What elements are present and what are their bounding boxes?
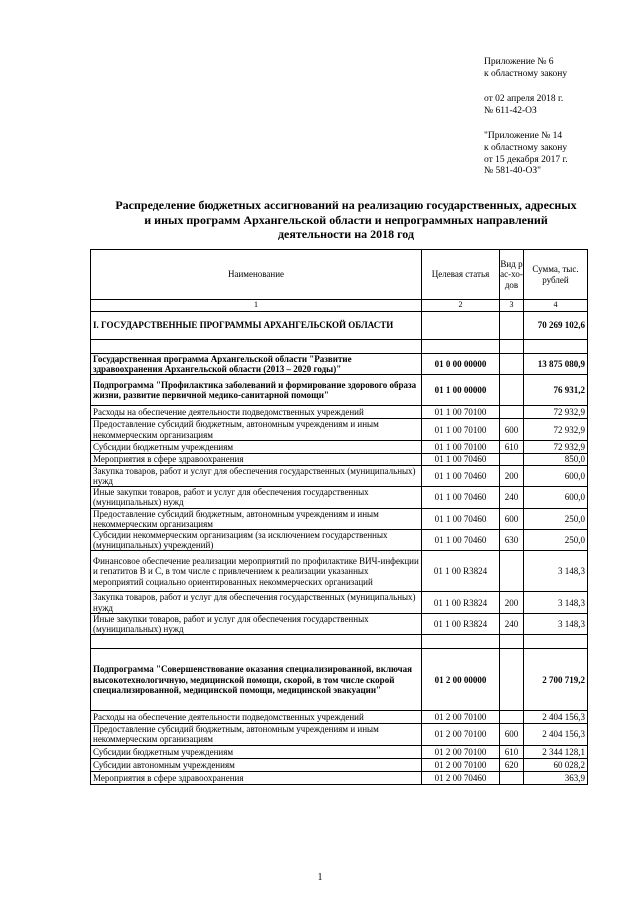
appendix-header <box>484 57 568 178</box>
row-sum: 76 931,2 <box>524 375 588 406</box>
table-row <box>91 406 588 419</box>
row-expense-kind: 620 <box>500 758 524 771</box>
col-number: 1 <box>91 300 422 312</box>
row-expense-kind <box>500 453 524 465</box>
row-name: Государственная программа Архангельской области "Развитие здравоохранения Архангельской области (2013 – 2020 годы)" <box>91 354 422 375</box>
row-expense-kind: 610 <box>500 440 524 453</box>
row-target-code: 01 2 00 70100 <box>422 724 500 745</box>
row-name: Закупка товаров, работ и услуг для обеспечения государственных (муниципальных) нужд <box>91 465 422 486</box>
header-line: к областному закону <box>484 68 568 79</box>
row-sum: 72 932,9 <box>524 419 588 440</box>
title-line: и иных программ Архангельской области и непрограммных направлений <box>144 212 548 227</box>
row-target-code: 01 1 00 70460 <box>422 508 500 529</box>
row-sum: 2 344 128,1 <box>524 745 588 758</box>
table-header-row <box>91 250 588 300</box>
table-row <box>91 487 588 508</box>
table-row <box>91 375 588 406</box>
row-expense-kind <box>500 312 524 340</box>
row-name: Иные закупки товаров, работ и услуг для обеспечения государственных (муниципальных) нужд <box>91 613 422 634</box>
row-sum: 72 932,9 <box>524 440 588 453</box>
row-expense-kind <box>500 375 524 406</box>
row-expense-kind <box>500 340 524 354</box>
row-target-code: 01 1 00 00000 <box>422 375 500 406</box>
row-expense-kind: 610 <box>500 745 524 758</box>
row-target-code: 01 1 00 R3824 <box>422 592 500 613</box>
row-expense-kind: 240 <box>500 487 524 508</box>
table-row <box>91 530 588 551</box>
column-number-row <box>91 300 588 312</box>
row-sum: 2 404 156,3 <box>524 724 588 745</box>
row-sum: 3 148,3 <box>524 551 588 592</box>
table-row <box>91 465 588 486</box>
row-target-code: 01 2 00 00000 <box>422 649 500 711</box>
row-name: Расходы на обеспечение деятельности подведомственных учреждений <box>91 711 422 724</box>
row-sum: 72 932,9 <box>524 406 588 419</box>
row-target-code: 01 0 00 00000 <box>422 354 500 375</box>
row-sum: 2 700 719,2 <box>524 649 588 711</box>
row-name: Расходы на обеспечение деятельности подведомственных учреждений <box>91 406 422 419</box>
row-name: Подпрограмма "Совершенствование оказания специализированной, включая высокотехнологичную, медицинской помощи, скорой, в том числе скорой специализированной, медицинской помощи, медицинской эвакуации" <box>91 649 422 711</box>
row-target-code: 01 1 00 70460 <box>422 487 500 508</box>
row-name: Закупка товаров, работ и услуг для обеспечения государственных (муниципальных) нужд <box>91 592 422 613</box>
table-row <box>91 453 588 465</box>
row-sum: 600,0 <box>524 465 588 486</box>
row-target-code <box>422 312 500 340</box>
title-line: деятельности на 2018 год <box>277 227 415 242</box>
row-expense-kind <box>500 711 524 724</box>
table-row <box>91 419 588 440</box>
table-row <box>91 551 588 592</box>
row-target-code: 01 1 00 70460 <box>422 530 500 551</box>
table-row <box>91 745 588 758</box>
header-line: от 15 декабря 2017 г. <box>484 154 568 165</box>
row-expense-kind: 600 <box>500 724 524 745</box>
row-expense-kind: 240 <box>500 613 524 634</box>
document-title <box>86 198 606 242</box>
header-line: Приложение № 6 <box>484 57 554 67</box>
row-sum: 70 269 102,6 <box>524 312 588 340</box>
table-row <box>91 649 588 711</box>
row-name: Мероприятия в сфере здравоохранения <box>91 771 422 784</box>
row-expense-kind: 200 <box>500 465 524 486</box>
row-name: Субсидии бюджетным учреждениям <box>91 440 422 453</box>
row-expense-kind: 600 <box>500 419 524 440</box>
header-line: "Приложение № 14 <box>484 131 563 142</box>
row-target-code: 01 2 00 70100 <box>422 758 500 771</box>
row-sum: 13 875 080,9 <box>524 354 588 375</box>
row-name: Мероприятия в сфере здравоохранения <box>91 453 422 465</box>
row-expense-kind: 600 <box>500 508 524 529</box>
table-row <box>91 635 588 649</box>
row-expense-kind: 630 <box>500 530 524 551</box>
table-row <box>91 758 588 771</box>
row-sum: 3 148,3 <box>524 592 588 613</box>
header-line: № 581-40-ОЗ" <box>484 166 542 177</box>
row-sum: 363,9 <box>524 771 588 784</box>
table-row <box>91 354 588 375</box>
row-sum: 850,0 <box>524 453 588 465</box>
row-sum: 250,0 <box>524 530 588 551</box>
page-number: 1 <box>317 872 323 883</box>
row-target-code <box>422 340 500 354</box>
table-row <box>91 440 588 453</box>
row-name <box>91 635 422 649</box>
row-sum <box>524 635 588 649</box>
row-expense-kind <box>500 635 524 649</box>
col-number: 2 <box>422 300 500 312</box>
row-expense-kind: 200 <box>500 592 524 613</box>
row-target-code: 01 1 00 70100 <box>422 406 500 419</box>
title-line: Распределение бюджетных ассигнований на реализацию государственных, адресных <box>115 198 577 212</box>
table-row <box>91 613 588 634</box>
row-sum: 60 028,2 <box>524 758 588 771</box>
table-row <box>91 312 588 340</box>
col-number: 4 <box>524 300 588 312</box>
row-name: Иные закупки товаров, работ и услуг для обеспечения государственных (муниципальных) нужд <box>91 487 422 508</box>
table-row <box>91 771 588 784</box>
row-target-code: 01 1 00 70460 <box>422 465 500 486</box>
table-row <box>91 592 588 613</box>
col-number: 3 <box>500 300 524 312</box>
row-sum: 2 404 156,3 <box>524 711 588 724</box>
row-name: Предоставление субсидий бюджетным, автономным учреждениям и иным некоммерческим организациям <box>91 724 422 745</box>
table-body <box>91 312 588 785</box>
table-row <box>91 508 588 529</box>
row-target-code <box>422 635 500 649</box>
row-expense-kind <box>500 649 524 711</box>
row-target-code: 01 1 00 R3824 <box>422 551 500 592</box>
row-name: Субсидии некоммерческим организациям (за исключением государственных (муниципальных) учреждений) <box>91 530 422 551</box>
row-name: I. ГОСУДАРСТВЕННЫЕ ПРОГРАММЫ АРХАНГЕЛЬСКОЙ ОБЛАСТИ <box>91 312 422 340</box>
row-target-code: 01 1 00 70100 <box>422 419 500 440</box>
row-name: Предоставление субсидий бюджетным, автономным учреждениям и иным некоммерческим организациям <box>91 508 422 529</box>
row-name: Субсидии автономным учреждениям <box>91 758 422 771</box>
col-header-name: Наименование <box>91 250 422 300</box>
header-line: № 611-42-ОЗ <box>484 105 537 116</box>
row-name <box>91 340 422 354</box>
row-target-code: 01 1 00 70460 <box>422 453 500 465</box>
col-header-kind: Вид рас-хо-дов <box>500 250 524 300</box>
row-expense-kind <box>500 406 524 419</box>
row-sum: 250,0 <box>524 508 588 529</box>
row-target-code: 01 1 00 R3824 <box>422 613 500 634</box>
header-line: к областному закону <box>484 142 568 153</box>
col-header-sum: Сумма, тыс. рублей <box>524 250 588 300</box>
row-name: Финансовое обеспечение реализации мероприятий по профилактике ВИЧ-инфекции и гепатитов B и C, в том числе с привлечением к реализации указанных мероприятий социально ориентированных некоммерческих организаций <box>91 551 422 592</box>
row-expense-kind <box>500 771 524 784</box>
row-expense-kind <box>500 354 524 375</box>
table-row <box>91 724 588 745</box>
table-row <box>91 711 588 724</box>
row-expense-kind <box>500 551 524 592</box>
row-name: Подпрограмма "Профилактика заболеваний и формирование здорового образа жизни, развитие первичной медико-санитарной помощи" <box>91 375 422 406</box>
budget-table <box>90 249 588 785</box>
col-header-code: Целевая статья <box>422 250 500 300</box>
row-name: Субсидии бюджетным учреждениям <box>91 745 422 758</box>
row-target-code: 01 2 00 70460 <box>422 771 500 784</box>
row-sum: 600,0 <box>524 487 588 508</box>
row-sum <box>524 340 588 354</box>
row-target-code: 01 2 00 70100 <box>422 745 500 758</box>
row-name: Предоставление субсидий бюджетным, автономным учреждениям и иным некоммерческим организациям <box>91 419 422 440</box>
row-sum: 3 148,3 <box>524 613 588 634</box>
row-target-code: 01 2 00 70100 <box>422 711 500 724</box>
header-line: от 02 апреля 2018 г. <box>484 94 564 105</box>
row-target-code: 01 1 00 70100 <box>422 440 500 453</box>
table-row <box>91 340 588 354</box>
